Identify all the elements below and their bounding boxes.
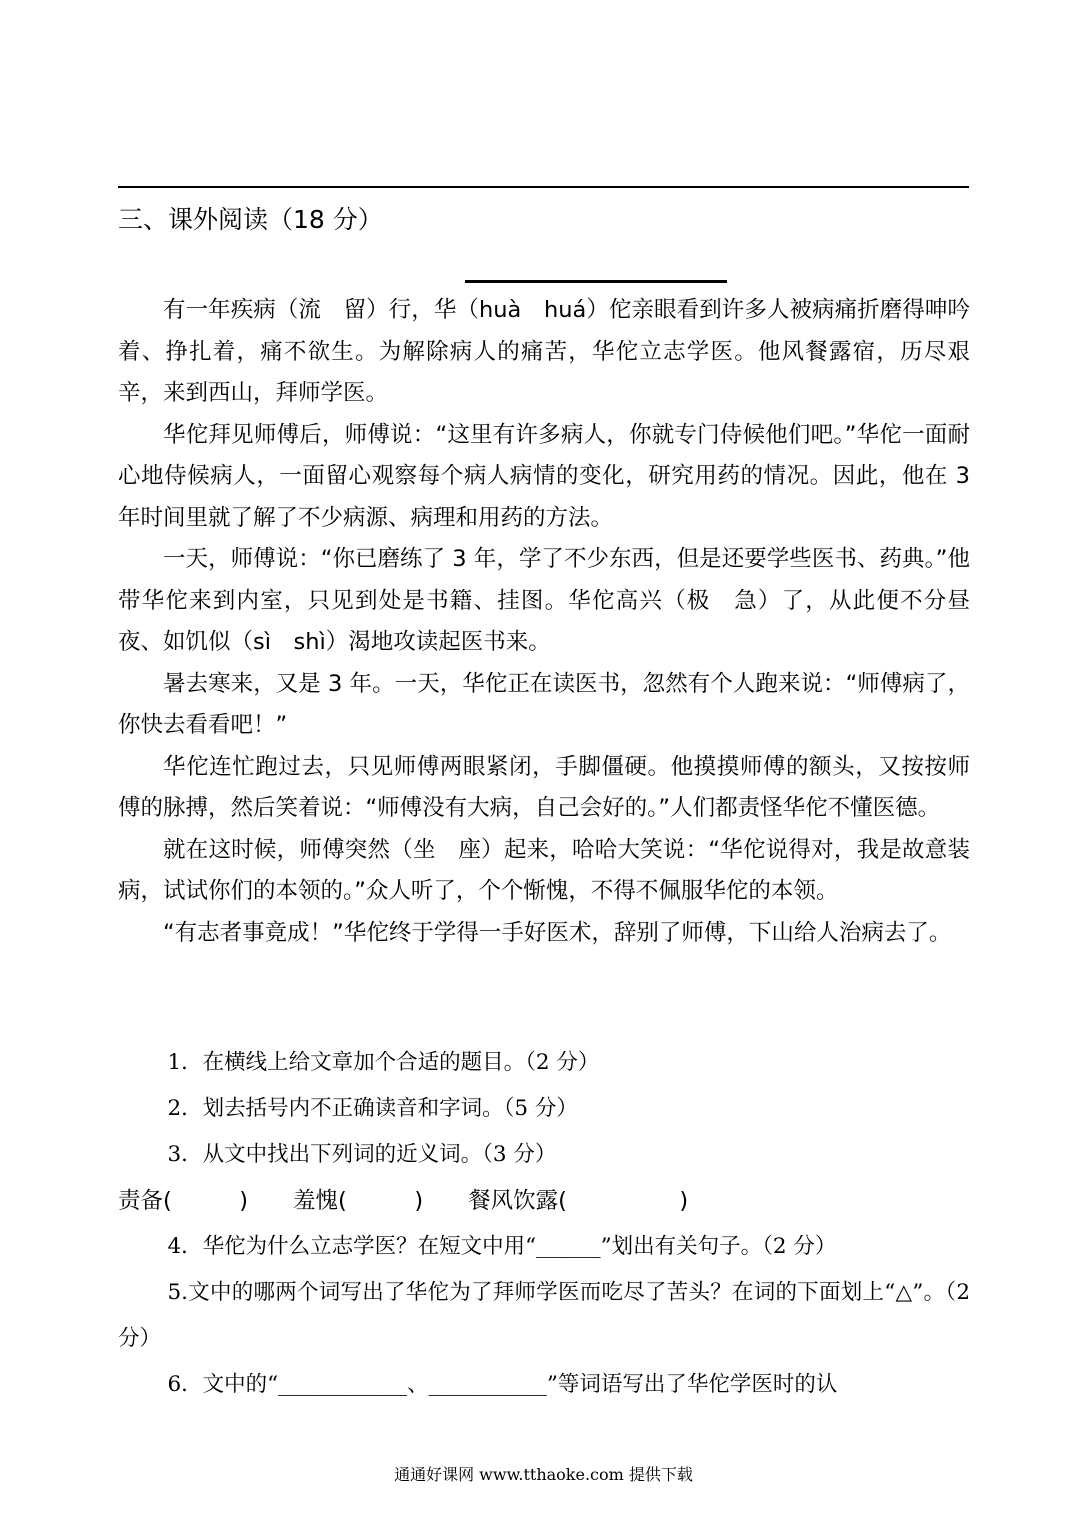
passage-paragraph: 华佗拜见师傅后，师傅说：“这里有许多病人，你就专门侍候他们吧。”华佗一面耐心地侍候病人，一面留心观察每个病人病情的变化，研究用药的情况。因此，他在 3 年时间里就了解了不少病源、病理和用药的方法。 [118,421,970,531]
question-5: 5.文中的哪两个词写出了华佗为了拜师学医而吃尽了苦头？在词的下面划上“△”。（2 分） [118,1280,970,1351]
question-4: 4．华佗为什么立志学医？在短文中用“______”划出有关句子。（2 分） [167,1234,837,1259]
passage-paragraph: 华佗连忙跑过去，只见师傅两眼紧闭，手脚僵硬。他摸摸师傅的额头，又按按师傅的脉搏，然后笑着说：“师傅没有大病，自己会好的。”人们都责怪华佗不懂医德。 [118,753,970,821]
question-6: 6．文中的“____________、___________”等词语写出了华佗学医时的认 [167,1372,838,1397]
question-2: 2．划去括号内不正确读音和字词。（5 分） [167,1096,578,1121]
top-rule [118,186,969,188]
passage-paragraph: 一天，师傅说：“你已磨练了 3 年，学了不少东西，但是还要学些医书、药典。”他带华佗来到内室，只见到处是书籍、挂图。华佗高兴（极 急）了，从此便不分昼夜、如饥似（sì shì）渴地攻读起医书来。 [118,546,970,655]
passage-paragraph: 有一年疾病（流 留）行，华（huà huá）佗亲眼看到许多人被病痛折磨得呻吟着、挣扎着，痛不欲生。为解除病人的痛苦，华佗立志学医。他风餐露宿，历尽艰辛，来到西山，拜师学医。 [118,297,970,406]
synonym-blanks: 责备( ) 羞愧( ) 餐风饮露( ) [118,1188,689,1214]
question-3: 3．从文中找出下列词的近义词。（3 分） [167,1142,557,1167]
passage-paragraph: 暑去寒来，又是 3 年。一天，华佗正在读医书，忽然有个人跑来说：“师傅病了，你快去看看吧！” [118,670,970,738]
question-1: 1．在横线上给文章加个合适的题目。（2 分） [167,1050,600,1075]
title-blank-line [465,280,727,283]
passage-paragraph: “有志者事竟成！”华佗终于学得一手好医术，辞别了师傅，下山给人治病去了。 [163,919,952,946]
passage-paragraph: 就在这时候，师傅突然（坐 座）起来，哈哈大笑说：“华佗说得对，我是故意装病，试试你们的本领的。”众人听了，个个惭愧，不得不佩服华佗的本领。 [118,836,970,904]
footer-source: 通通好课网 www.tthaoke.com 提供下载 [394,1465,693,1484]
questions [118,1040,970,1408]
reading-passage [118,290,970,954]
section-heading: 三、课外阅读（18 分） [118,205,383,234]
